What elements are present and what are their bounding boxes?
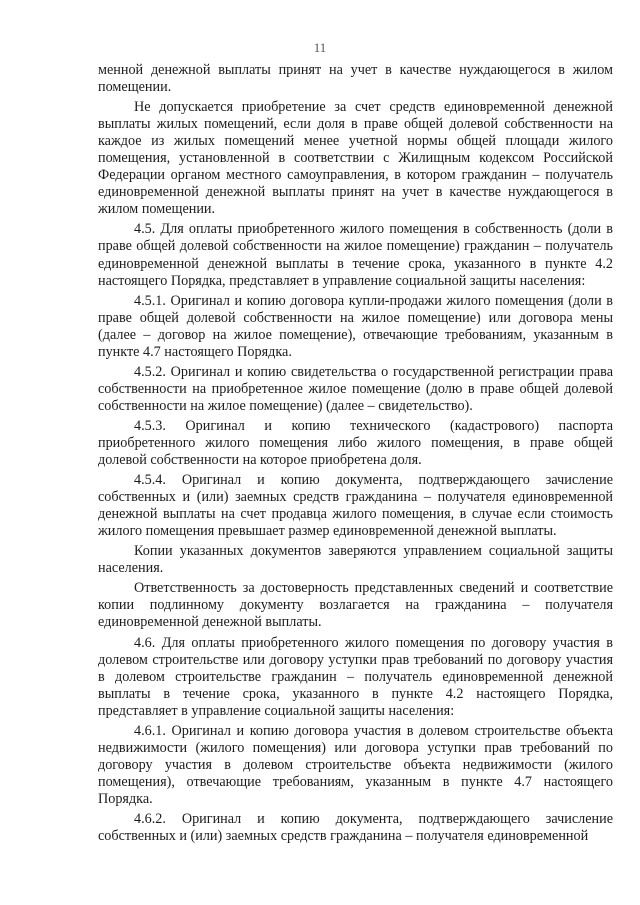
paragraph-4-5-4: 4.5.4. Оригинал и копию документа, подтверждающего зачисление собственных и (или) заемных средств гражданина – получателя единовременной денежной выплаты на счет продавца жилого помещения, в случае если стоимость жилого помещения превышает размер единовременной денежной выплаты. xyxy=(98,472,613,540)
paragraph-4-5: 4.5. Для оплаты приобретенного жилого помещения в собственность (доли в праве общей долевой собственности на жилое помещение) гражданин – получатель единовременной денежной выплаты в течение срока, указанного в пункте 4.2 настоящего Порядка, представляет в управление социальной защиты населения: xyxy=(98,221,613,289)
paragraph-copies-certified: Копии указанных документов заверяются управлением социальной защиты населения. xyxy=(98,543,613,577)
paragraph-4-5-1: 4.5.1. Оригинал и копию договора купли-продажи жилого помещения (доли в праве общей долевой собственности на жилое помещение) или договора мены (далее – договор на жилое помещение), отвечающие требованиям, указанным в пункте 4.7 настоящего Порядка. xyxy=(98,292,613,360)
paragraph-4-6-2: 4.6.2. Оригинал и копию документа, подтверждающего зачисление собственных и (или) заемных средств гражданина – получателя единовременной xyxy=(98,810,613,845)
paragraph-continuation: менной денежной выплаты принят на учет в качестве нуждающегося в жилом помещении. xyxy=(98,62,613,96)
page-number: 11 xyxy=(313,40,327,55)
paragraph-4-5-3: 4.5.3. Оригинал и копию технического (кадастрового) паспорта приобретенного жилого помещения либо жилого помещения, в праве общей долевой собственности на которое приобретена доля. xyxy=(98,417,613,469)
paragraph-responsibility: Ответственность за достоверность представленных сведений и соответствие копии подлинному документу возлагается на гражданина – получателя единовременной денежной выплаты. xyxy=(98,580,613,631)
document-body xyxy=(98,62,613,845)
paragraph-restriction: Не допускается приобретение за счет средств единовременной денежной выплаты жилых помещений, если доля в праве общей долевой собственности на каждое из жилых помещений менее учетной нормы общей площади жилого помещения, установленной в соответствии с Жилищным кодексом Российской Федерации органом местного самоуправления, в котором гражданин – получатель единовременной денежной выплаты принят на учет в качестве нуждающегося в жилом помещении. xyxy=(98,99,613,218)
paragraph-4-5-2: 4.5.2. Оригинал и копию свидетельства о государственной регистрации права собственности на приобретенное жилое помещение (долю в праве общей долевой собственности на жилое помещение) (далее – свидетельство). xyxy=(98,363,613,414)
paragraph-4-6-1: 4.6.1. Оригинал и копию договора участия в долевом строительстве объекта недвижимости (жилого помещения) или договора уступки прав требований по договору участия в долевом строительстве объекта недвижимости (жилого помещения), отвечающие требованиям, указанным в пункте 4.7 настоящего Порядка. xyxy=(98,722,613,807)
paragraph-4-6: 4.6. Для оплаты приобретенного жилого помещения по договору участия в долевом строительстве или договору уступки прав требований по договору участия в долевом строительстве гражданин – получатель единовременной денежной выплаты в течение срока, указанного в пункте 4.2 настоящего Порядка, представляет в управление социальной защиты населения: xyxy=(98,634,613,719)
